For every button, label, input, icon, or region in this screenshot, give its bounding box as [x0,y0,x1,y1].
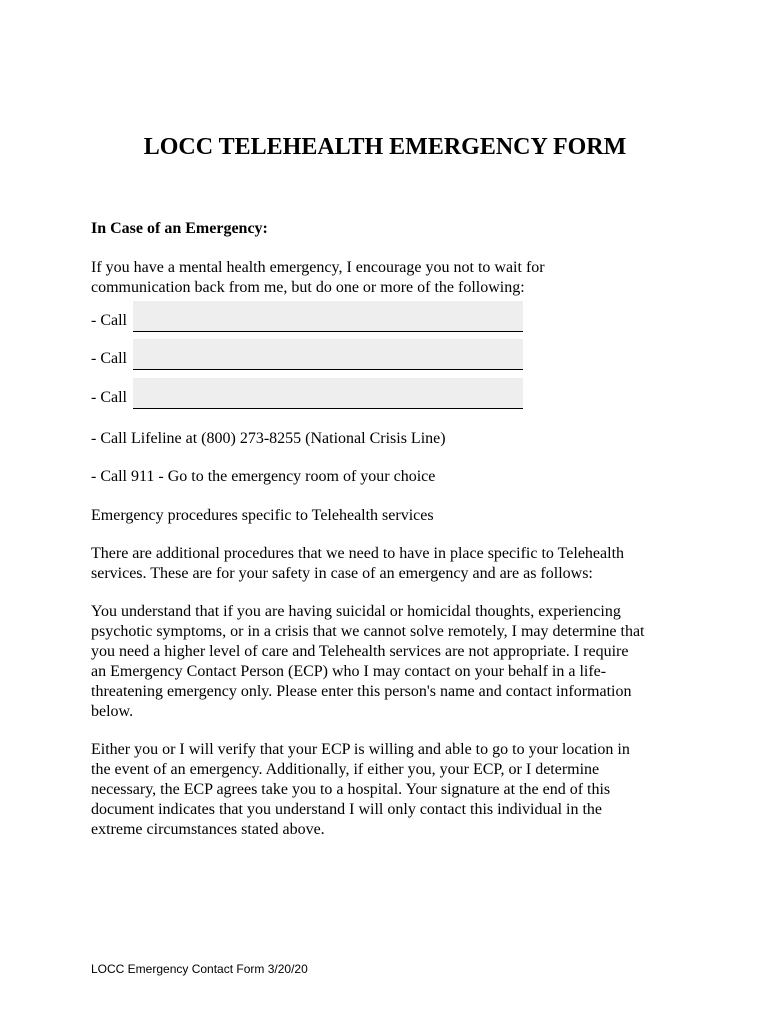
call-field-3[interactable] [133,378,523,409]
telehealth-heading: Emergency procedures specific to Telehealth services [91,507,434,524]
call-label: - Call [91,312,127,329]
additional-procedures-paragraph [91,544,691,584]
paragraph-line: necessary, the ECP agrees take you to a hospital. Your signature at the end of this [91,781,611,798]
paragraph-line: extreme circumstances stated above. [91,821,325,838]
paragraph-line: services. These are for your safety in case of an emergency and are as follows: [91,565,593,582]
paragraph-line: the event of an emergency. Additionally, if either you, your ECP, or I determine [91,761,600,778]
paragraph-line: psychotic symptoms, or in a crisis that we cannot solve remotely, I may determine that [91,623,645,640]
call-row-2 [91,339,531,371]
lifeline-line: - Call Lifeline at (800) 273-8255 (National Crisis Line) [91,430,446,447]
intro-line: If you have a mental health emergency, I encourage you not to wait for [91,259,545,276]
paragraph-line: Either you or I will verify that your ECP is willing and able to go to your location in [91,741,630,758]
call-row-1 [91,301,531,333]
verification-paragraph [91,740,691,840]
paragraph-line: below. [91,703,134,720]
paragraph-line: you need a higher level of care and Telehealth services are not appropriate. I require [91,643,629,660]
call-field-1[interactable] [133,301,523,332]
paragraph-line: threatening emergency only. Please enter this person's name and contact information [91,683,632,700]
intro-line: communication back from me, but do one or more of the following: [91,279,525,296]
form-title: LOCC TELEHEALTH EMERGENCY FORM [143,134,627,160]
page-footer: LOCC Emergency Contact Form 3/20/20 [91,962,308,976]
call-911-line: - Call 911 - Go to the emergency room of your choice [91,468,436,485]
call-label: - Call [91,389,127,406]
paragraph-line: You understand that if you are having suicidal or homicidal thoughts, experiencing [91,603,621,620]
paragraph-line: document indicates that you understand I will only contact this individual in the [91,801,603,818]
paragraph-line: There are additional procedures that we need to have in place specific to Telehealth [91,545,625,562]
call-field-2[interactable] [133,339,523,370]
emergency-heading: In Case of an Emergency: [91,220,268,237]
understanding-paragraph [91,602,691,722]
call-row-3 [91,378,531,410]
call-label: - Call [91,350,127,367]
paragraph-line: an Emergency Contact Person (ECP) who I may contact on your behalf in a life- [91,663,607,680]
intro-paragraph [91,258,691,298]
